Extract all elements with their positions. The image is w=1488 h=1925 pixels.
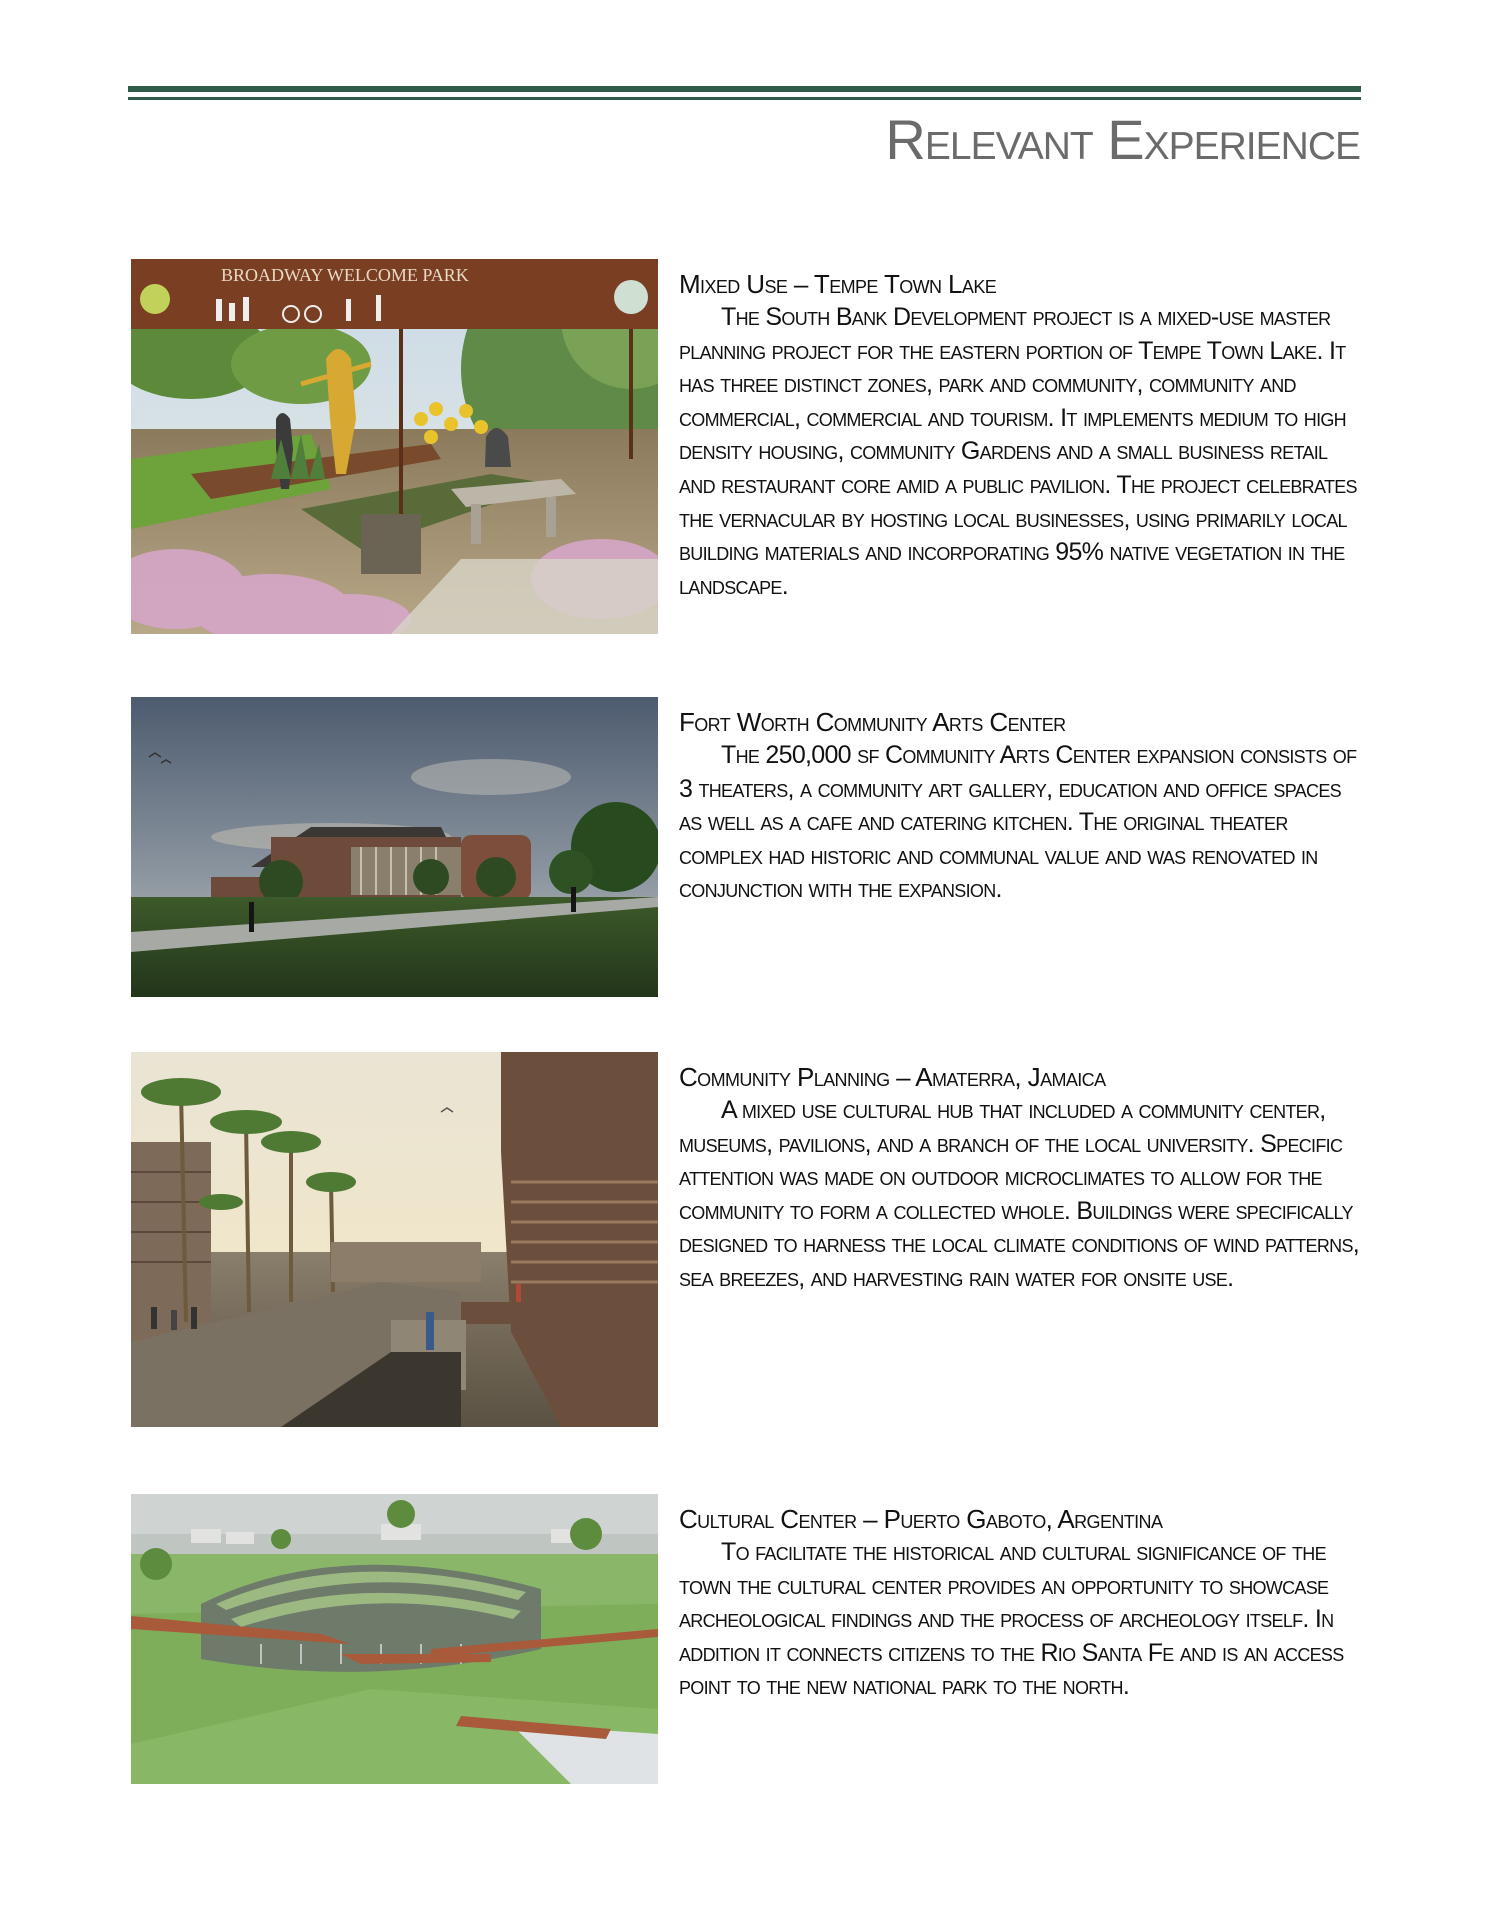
project-description: A mixed use cultural hub that included a community center, museums, pavilions, and a branch of the local university. Specific attention was made on outdoor microclimates to allow for the community to form a collected whole. Buildings were specifically designed to harness the local climate conditions of wind patterns, sea breezes, and harvesting rain water for onsite use. (679, 1096, 1359, 1292)
project-description: To facilitate the historical and cultural significance of the town the cultural center provides an opportunity to showcase archeological findings and the process of archeology itself. In addition it connects citizens to the Rio Santa Fe and is an access point to the new national park to the north. (679, 1538, 1344, 1701)
project-title: Community Planning – Amaterra, Jamaica (679, 1062, 1106, 1092)
project-title: Fort Worth Community Arts Center (679, 707, 1066, 737)
project-image-arts-center (131, 697, 658, 997)
project-title: Cultural Center – Puerto Gaboto, Argentina (679, 1504, 1163, 1534)
header-rule-thin (128, 97, 1361, 100)
header-rule-thick (128, 86, 1361, 92)
project-image-amaterra (131, 1052, 658, 1427)
page-title: Relevant Experience (885, 108, 1360, 171)
project-image-cultural-center (131, 1494, 658, 1784)
welcome-park-sign-text: BROADWAY WELCOME PARK (221, 265, 469, 285)
project-description: The 250,000 sf Community Arts Center expansion consists of 3 theaters, a community art gallery, education and office spaces as well as a cafe and catering kitchen. The original theater complex had historic and communal value and was renovated in conjunction with the expansion. (679, 741, 1357, 904)
project-image-welcome-park (131, 259, 658, 634)
project-title: Mixed Use – Tempe Town Lake (679, 269, 997, 299)
project-description: The South Bank Development project is a mixed-use master planning project for the eastern portion of Tempe Town Lake. It has three distinct zones, park and community, community and commercial, commercial and tourism. It implements medium to high density housing, community Gardens and a small business retail and restaurant core amid a public pavilion. The project celebrates the vernacular by hosting local businesses, using primarily local building materials and incorporating 95% native vegetation in the landscape. (679, 303, 1357, 600)
